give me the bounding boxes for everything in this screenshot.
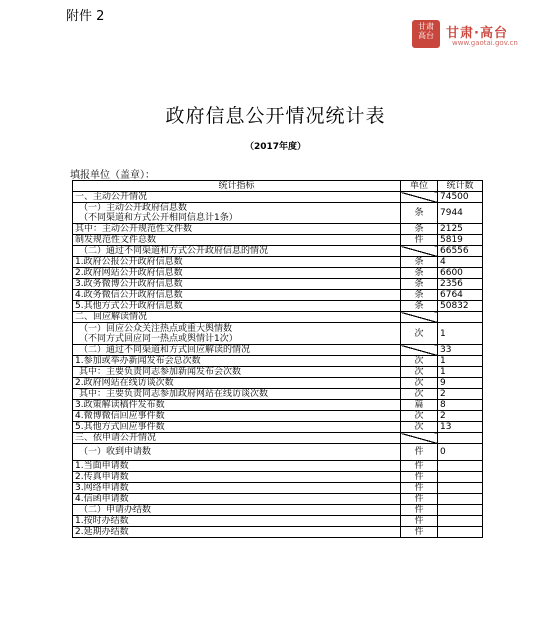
row-indicator: [73, 290, 401, 301]
table-row: [73, 389, 483, 400]
row-label: 3.政务微博公开政府信息数: [75, 279, 183, 289]
row-unit: 次: [401, 323, 438, 345]
header-unit: 单位: [401, 181, 438, 192]
table-row: [73, 235, 483, 246]
row-value: 2356: [438, 279, 483, 290]
row-indicator: [73, 389, 401, 400]
table-row: [73, 345, 483, 356]
row-value: 74500: [438, 192, 483, 203]
row-indicator: [73, 516, 401, 527]
row-unit: 篇: [401, 400, 438, 411]
table-row: [73, 367, 483, 378]
row-label: 其中：主要负责同志参加新闻发布会次数: [79, 367, 242, 377]
row-label: 5.其他方式公开政府信息数: [75, 301, 183, 311]
row-indicator: [73, 301, 401, 312]
row-label: 3.网络申请数: [75, 483, 129, 493]
row-unit: 条: [401, 224, 438, 235]
document-subtitle: （2017年度）: [244, 142, 307, 152]
filler-unit-label: 填报单位（盖章）：: [70, 170, 155, 181]
row-indicator: [73, 461, 401, 472]
table-row: [73, 422, 483, 433]
row-value: 13: [438, 422, 483, 433]
header-indicator: 统计指标: [73, 181, 401, 192]
row-label: 5.其他方式回应事件数: [75, 422, 165, 432]
logo-seal-icon: [412, 20, 440, 48]
row-unit: 件: [401, 472, 438, 483]
row-unit: 次: [401, 422, 438, 433]
row-unit: 件: [401, 444, 438, 461]
row-unit: [401, 246, 438, 257]
table-row: [73, 505, 483, 516]
row-indicator: [73, 345, 401, 356]
table-row: [73, 203, 483, 224]
header-count: 统计数: [438, 181, 483, 192]
row-value: [438, 472, 483, 483]
table-row: [73, 224, 483, 235]
row-indicator: [73, 192, 401, 203]
table-row: [73, 433, 483, 444]
row-indicator: [73, 257, 401, 268]
row-unit: [401, 192, 438, 203]
row-value: [438, 527, 483, 538]
row-value: [438, 494, 483, 505]
row-label: 其中：主动公开规范性文件数: [75, 224, 193, 234]
row-indicator: [73, 483, 401, 494]
table-row: [73, 192, 483, 203]
site-logo: [412, 20, 537, 50]
row-unit: 件: [401, 494, 438, 505]
row-label: （一）主动公开政府信息数: [79, 203, 188, 213]
row-label: 2.延期办结数: [75, 527, 129, 537]
row-label: 2.传真申请数: [75, 472, 129, 482]
row-unit: 件: [401, 461, 438, 472]
row-unit: 条: [401, 203, 438, 224]
row-value: [438, 505, 483, 516]
row-indicator: [73, 279, 401, 290]
table-row: [73, 268, 483, 279]
table-row: [73, 279, 483, 290]
row-label-note: （不同方式回应同一热点或舆情计1次）: [79, 333, 238, 344]
row-value: [438, 461, 483, 472]
row-indicator: [73, 422, 401, 433]
row-indicator: [73, 433, 401, 444]
row-value: 5819: [438, 235, 483, 246]
row-label: 2.政府网站在线访谈次数: [75, 378, 174, 388]
table-row: [73, 483, 483, 494]
row-value: 8: [438, 400, 483, 411]
table-row: [73, 257, 483, 268]
row-label: 一、主动公开情况: [75, 192, 148, 202]
row-value: [438, 433, 483, 444]
row-label: （一）回应公众关注热点或重大舆情数: [79, 323, 233, 334]
row-value: 2: [438, 411, 483, 422]
row-indicator: [73, 400, 401, 411]
row-indicator: [73, 323, 401, 345]
table-row: [73, 290, 483, 301]
row-indicator: [73, 494, 401, 505]
table-row: [73, 301, 483, 312]
row-unit: 次: [401, 411, 438, 422]
row-label: （二）申请办结数: [79, 505, 152, 515]
document-title: 政府信息公开情况统计表: [165, 105, 386, 127]
row-value: 9: [438, 378, 483, 389]
row-value: 6764: [438, 290, 483, 301]
row-value: 1: [438, 367, 483, 378]
row-indicator: [73, 472, 401, 483]
logo-seal-line2: 高台: [418, 31, 434, 40]
row-label: 1.参加或举办新闻发布会总次数: [75, 356, 201, 366]
table-row: [73, 312, 483, 323]
table-row: [73, 516, 483, 527]
row-unit: 条: [401, 257, 438, 268]
row-value: 0: [438, 444, 483, 461]
table-row: [73, 494, 483, 505]
table-row: [73, 461, 483, 472]
row-unit: 条: [401, 268, 438, 279]
row-unit: 件: [401, 516, 438, 527]
table-header-row: [73, 181, 483, 192]
row-value: 1: [438, 356, 483, 367]
row-label: 1.政府公报公开政府信息数: [75, 257, 183, 267]
row-unit: 件: [401, 505, 438, 516]
row-indicator: [73, 203, 401, 224]
row-label: 2.政府网站公开政府信息数: [75, 268, 183, 278]
row-value: [438, 312, 483, 323]
row-label: 其中：主要负责同志参加政府网站在线访谈次数: [79, 389, 269, 399]
row-label: 1.按时办结数: [75, 516, 129, 526]
row-indicator: [73, 378, 401, 389]
table-row: [73, 323, 483, 345]
row-unit: 次: [401, 389, 438, 400]
table-row: [73, 246, 483, 257]
row-indicator: [73, 224, 401, 235]
row-unit: 条: [401, 279, 438, 290]
row-value: 1: [438, 323, 483, 345]
logo-seal-line1: 甘肃: [418, 22, 434, 31]
row-indicator: [73, 268, 401, 279]
row-unit: 件: [401, 483, 438, 494]
row-label: （一）收到申请数: [79, 447, 152, 457]
table-row: [73, 444, 483, 461]
row-unit: [401, 345, 438, 356]
row-value: 50832: [438, 301, 483, 312]
row-value: 2125: [438, 224, 483, 235]
table-row: [73, 356, 483, 367]
row-label-note: （不同渠道和方式公开相同信息计1条）: [79, 213, 238, 223]
row-value: 7944: [438, 203, 483, 224]
table-row: [73, 527, 483, 538]
row-label: 三、依申请公开情况: [75, 433, 157, 443]
table-row: [73, 411, 483, 422]
logo-brand: 甘肃·高台: [446, 26, 508, 41]
row-label: 3.政策解读稿件发布数: [75, 400, 165, 410]
attachment-label: 附件 2: [66, 9, 105, 24]
row-unit: 条: [401, 301, 438, 312]
row-label: 制发规范性文件总数: [75, 235, 157, 245]
row-label: （二）通过不同渠道和方式回应解读的情况: [79, 345, 251, 355]
row-label: 二、回应解读情况: [75, 312, 148, 322]
row-value: [438, 516, 483, 527]
row-indicator: [73, 356, 401, 367]
row-value: 33: [438, 345, 483, 356]
row-label: 1.当面申请数: [75, 461, 129, 471]
row-label: 4.政务微信公开政府信息数: [75, 290, 183, 300]
row-indicator: [73, 246, 401, 257]
row-unit: 次: [401, 367, 438, 378]
row-indicator: [73, 235, 401, 246]
row-unit: 次: [401, 378, 438, 389]
row-indicator: [73, 527, 401, 538]
row-value: 6600: [438, 268, 483, 279]
table-row: [73, 472, 483, 483]
row-indicator: [73, 367, 401, 378]
row-label: 4.微博微信回应事件数: [75, 411, 165, 421]
row-unit: [401, 433, 438, 444]
row-label: 4.信函申请数: [75, 494, 129, 504]
row-value: 4: [438, 257, 483, 268]
statistics-table: [72, 180, 483, 538]
row-indicator: [73, 444, 401, 461]
row-indicator: [73, 312, 401, 323]
table-row: [73, 378, 483, 389]
row-label: （二）通过不同渠道和方式公开政府信息的情况: [79, 246, 269, 256]
table-row: [73, 400, 483, 411]
row-unit: 次: [401, 356, 438, 367]
row-indicator: [73, 505, 401, 516]
row-value: [438, 483, 483, 494]
row-unit: [401, 312, 438, 323]
row-value: 66556: [438, 246, 483, 257]
logo-url: www.gaotai.gov.cn: [452, 39, 518, 47]
row-unit: 件: [401, 235, 438, 246]
row-indicator: [73, 411, 401, 422]
row-unit: 件: [401, 527, 438, 538]
row-unit: 条: [401, 290, 438, 301]
row-value: 2: [438, 389, 483, 400]
